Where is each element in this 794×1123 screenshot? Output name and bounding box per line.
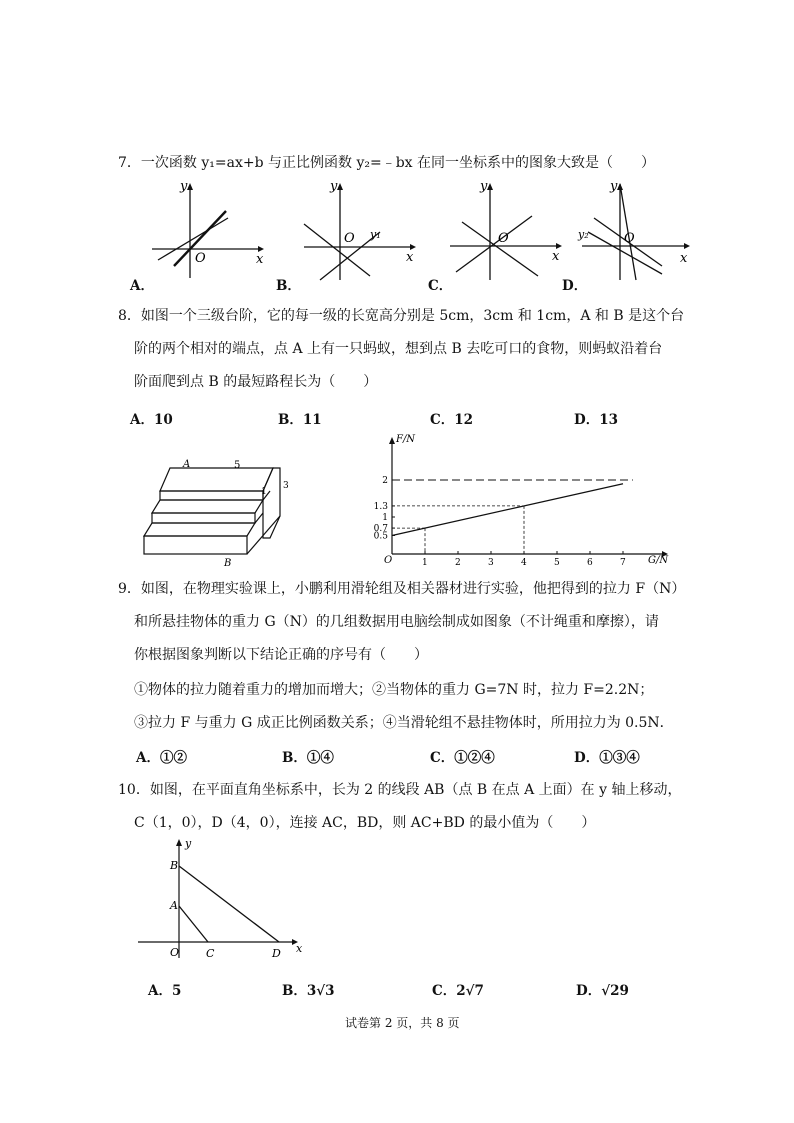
q10-option-c: C．2√7 <box>432 983 484 999</box>
q9-x-tick-label: 6 <box>587 558 593 568</box>
q7d-line-label: y₂ <box>578 228 589 241</box>
q10-point-d: D <box>272 947 281 960</box>
q7-option-c: C． <box>428 278 453 294</box>
q10-x-label: x <box>296 942 303 955</box>
q10-stem-line-1: 10．如图，在平面直角坐标系中，长为 2 的线段 AB（点 B 在点 A 上面）在 y 轴上移动， <box>118 782 682 798</box>
q9-stem-line-3: 你根据图象判断以下结论正确的序号有（ ） <box>134 647 428 663</box>
q9-option-c: C．①②④ <box>430 750 495 766</box>
q7-graph-d <box>580 180 695 280</box>
q9-option-b: B．①④ <box>282 750 334 766</box>
q8-label-width: 1 <box>261 487 267 497</box>
q7a-origin-label: O <box>195 251 206 266</box>
q7b-line-label: y₁ <box>370 228 381 241</box>
q9-stem-line-2: 和所悬挂物体的重力 G（N）的几组数据用电脑绘制成如图象（不计绳重和摩擦），请 <box>134 614 659 630</box>
q9-y-tick-label: 1 <box>382 513 388 523</box>
q7c-origin-label: O <box>498 231 509 246</box>
q8-label-length: 5 <box>234 460 241 471</box>
q8-label-b: B <box>224 558 232 569</box>
q8-stairs-figure <box>130 458 300 570</box>
q9-x-tick-label: 3 <box>488 558 494 568</box>
q7d-y-label: y <box>610 179 618 194</box>
q10-point-c: C <box>206 947 215 960</box>
q8-option-c: C．12 <box>430 412 474 428</box>
q7c-y-label: y <box>480 179 488 194</box>
q9-x-tick-label: 5 <box>554 558 560 568</box>
q10-point-a: A <box>170 899 178 912</box>
q8-label-height: 3 <box>283 481 289 491</box>
q9-x-tick-label: 4 <box>521 558 527 568</box>
q9-x-axis-label: G/N <box>648 555 669 566</box>
q7-stem: 7．一次函数 y₁=ax+b 与正比例函数 y₂=﹣bx 在同一坐标系中的图象大致是（ ） <box>118 155 656 171</box>
q7-graph-a <box>150 180 265 280</box>
q10-option-b: B．3√3 <box>282 983 335 999</box>
q9-y-axis-label: F/N <box>396 434 416 445</box>
page-footer: 试卷第 2 页，共 8 页 <box>345 1016 460 1030</box>
q7-option-a: A． <box>130 278 154 294</box>
q9-origin-label: O <box>384 555 393 566</box>
q7b-x-label: x <box>406 250 414 265</box>
q10-option-a: A．5 <box>148 983 182 999</box>
q10-point-b: B <box>170 859 179 872</box>
q8-option-d: D．13 <box>574 412 618 428</box>
q10-y-label: y <box>185 837 192 850</box>
q8-stem-line-3: 阶面爬到点 B 的最短路程长为（ ） <box>134 374 378 390</box>
q7d-x-label: x <box>680 251 688 266</box>
q8-option-a: A．10 <box>130 412 173 428</box>
q9-y-tick-label: 0.5 <box>373 531 388 542</box>
q9-force-weight-chart <box>362 432 672 567</box>
q9-y-tick-label: 0.7 <box>373 524 388 535</box>
q9-y-tick-label: 1.3 <box>373 501 388 512</box>
q7a-y-label: y <box>180 179 188 194</box>
q9-statement-2: ③拉力 F 与重力 G 成正比例函数关系；④当滑轮组不悬挂物体时，所用拉力为 0.5N． <box>134 715 674 731</box>
q8-label-a: A <box>183 459 191 470</box>
q8-stem-line-1: 8．如图一个三级台阶，它的每一级的长宽高分别是 5cm，3cm 和 1cm，A 和 B 是这个台 <box>118 308 685 324</box>
q8-stem-line-2: 阶的两个相对的端点，点 A 上有一只蚂蚁，想到点 B 去吃可口的食物，则蚂蚁沿着台 <box>134 341 663 357</box>
q10-option-d: D．√29 <box>576 983 629 999</box>
q8-option-b: B．11 <box>278 412 322 428</box>
q10-origin-label: O <box>170 946 180 959</box>
q7-option-d: D． <box>562 278 588 294</box>
q7b-y-label: y <box>330 179 338 194</box>
q7-graph-b <box>298 180 418 280</box>
q9-option-d: D．①③④ <box>574 750 640 766</box>
q9-x-tick-label: 2 <box>455 558 461 568</box>
q10-stem-line-2: C（1，0），D（4，0），连接 AC，BD，则 AC+BD 的最小值为（ ） <box>134 815 596 831</box>
q7d-origin-label: O <box>624 231 635 246</box>
q9-x-tick-label: 1 <box>422 558 428 568</box>
q9-option-a: A．①② <box>136 750 187 766</box>
q9-x-tick-label: 7 <box>620 558 626 568</box>
q7b-origin-label: O <box>344 231 355 246</box>
q9-force-line <box>392 484 623 536</box>
q10-coordinate-figure <box>132 834 307 964</box>
q9-stem-line-1: 9．如图，在物理实验课上，小鹏利用滑轮组及相关器材进行实验，他把得到的拉力 F（N） <box>118 581 686 597</box>
q7-graph-c <box>448 180 563 280</box>
q7c-x-label: x <box>552 249 560 264</box>
q7-option-b: B． <box>276 278 301 294</box>
q7a-x-label: x <box>256 252 264 267</box>
q9-statement-1: ①物体的拉力随着重力的增加而增大；②当物体的重力 G=7N 时，拉力 F=2.2N； <box>134 682 654 698</box>
q9-y-tick-label: 2 <box>382 476 388 486</box>
